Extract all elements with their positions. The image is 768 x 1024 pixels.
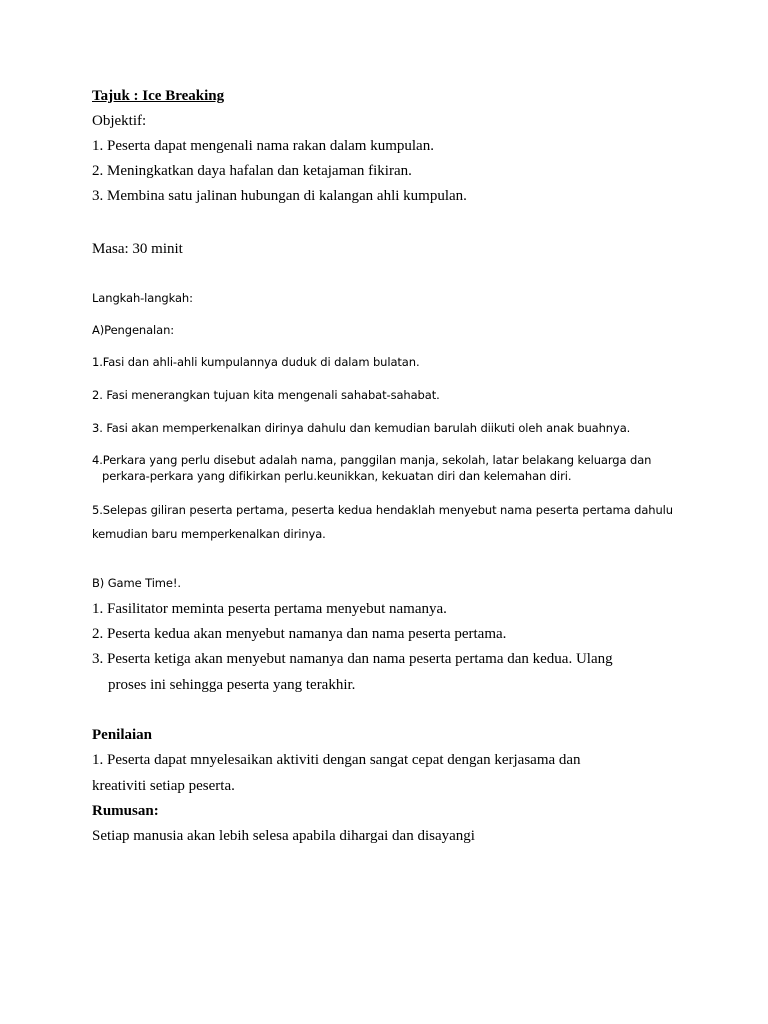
section-a-item-5-cont: kemudian baru memperkenalkan dirinya. [92, 527, 326, 541]
section-b-item-3: 3. Peserta ketiga akan menyebut namanya dan nama peserta pertama dan kedua. Ulang [92, 651, 613, 667]
penilaian-line-1: 1. Peserta dapat mnyelesaikan aktiviti dengan sangat cepat dengan kerjasama dan [92, 752, 581, 768]
objektif-item-2: 2. Meningkatkan daya hafalan dan ketajaman fikiran. [92, 163, 412, 179]
section-b-heading: B) Game Time!. [92, 576, 181, 590]
rumusan-heading: Rumusan: [92, 803, 159, 819]
objektif-item-1: 1. Peserta dapat mengenali nama rakan dalam kumpulan. [92, 138, 434, 154]
section-b-item-3-cont: proses ini sehingga peserta yang terakhir. [108, 677, 356, 693]
objektif-item-3: 3. Membina satu jalinan hubungan di kalangan ahli kumpulan. [92, 188, 467, 204]
masa-text: Masa: 30 minit [92, 241, 183, 257]
section-a-heading: A)Pengenalan: [92, 323, 175, 337]
section-a-item-4: 4.Perkara yang perlu disebut adalah nama, panggilan manja, sekolah, latar belakang keluarga dan [92, 453, 652, 467]
section-b-item-2: 2. Peserta kedua akan menyebut namanya dan nama peserta pertama. [92, 626, 507, 642]
section-a-item-1: 1.Fasi dan ahli-ahli kumpulannya duduk di dalam bulatan. [92, 355, 420, 369]
penilaian-line-2: kreativiti setiap peserta. [92, 778, 235, 794]
section-a-item-2: 2. Fasi menerangkan tujuan kita mengenali sahabat-sahabat. [92, 388, 440, 402]
objektif-heading: Objektif: [92, 113, 147, 129]
rumusan-text: Setiap manusia akan lebih selesa apabila dihargai dan disayangi [92, 828, 475, 844]
section-a-item-3: 3. Fasi akan memperkenalkan dirinya dahulu dan kemudian barulah diikuti oleh anak buahnya. [92, 421, 631, 435]
section-a-item-5: 5.Selepas giliran peserta pertama, peserta kedua hendaklah menyebut nama peserta pertama dahulu [92, 503, 673, 517]
document-title: Tajuk : Ice Breaking [92, 88, 225, 104]
penilaian-heading: Penilaian [92, 727, 153, 743]
langkah-heading: Langkah-langkah: [92, 291, 193, 305]
section-a-item-4-cont: perkara-perkara yang difikirkan perlu.keunikkan, kekuatan diri dan kelemahan diri. [102, 469, 572, 483]
section-b-item-1: 1. Fasilitator meminta peserta pertama menyebut namanya. [92, 601, 447, 617]
